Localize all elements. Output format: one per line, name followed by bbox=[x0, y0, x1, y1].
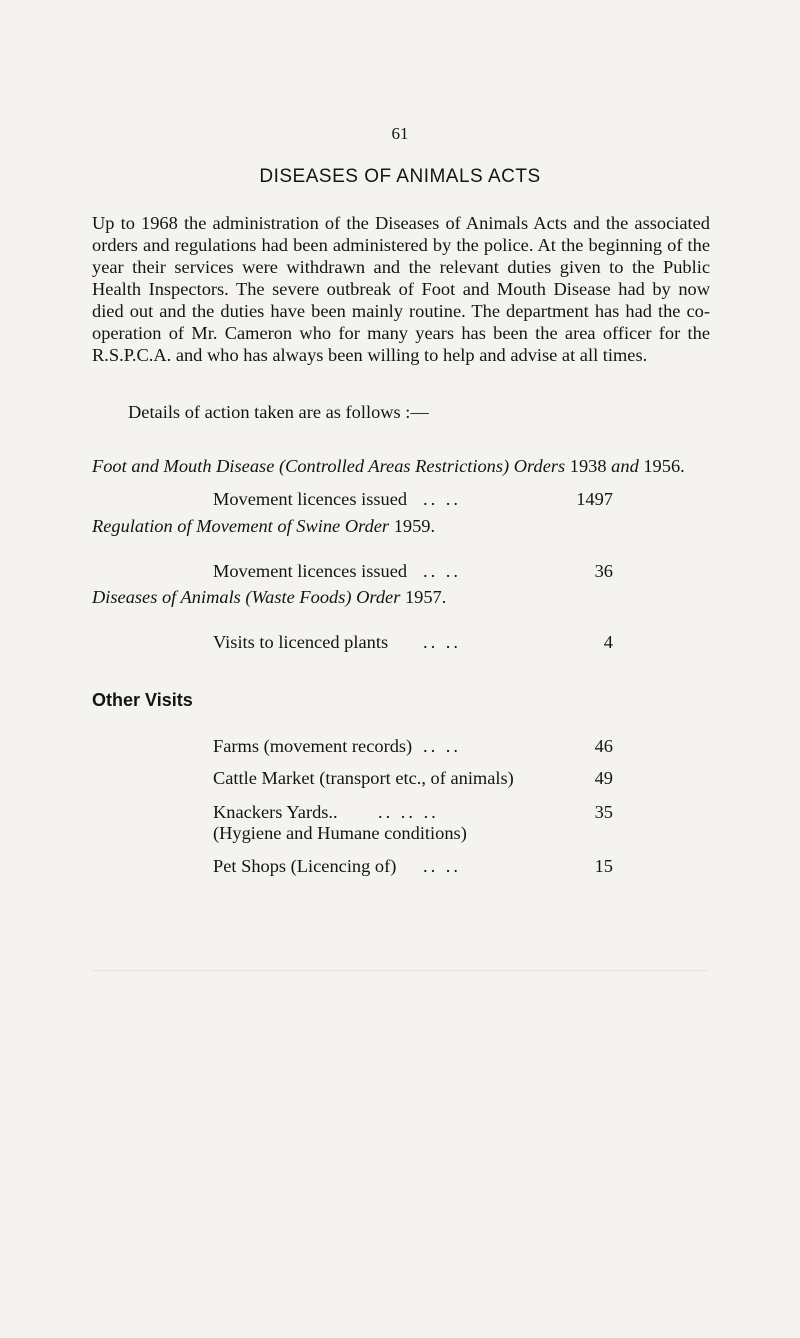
order-heading-title: Foot and Mouth Disease (Controlled Areas Restrictions) Orders bbox=[92, 456, 566, 476]
row-leader-dots: .. .. bbox=[423, 856, 461, 876]
order-heading-title: Regulation of Movement of Swine Order bbox=[92, 516, 390, 536]
page-number: 61 bbox=[391, 124, 409, 143]
row-label: Farms (movement records) bbox=[213, 736, 413, 756]
order-heading-year: 1959. bbox=[389, 516, 436, 536]
visit-row-cattle-market bbox=[213, 768, 613, 789]
page-fold-line bbox=[92, 970, 708, 971]
row-value: 35 bbox=[594, 802, 613, 822]
other-visits-heading: Other Visits bbox=[92, 690, 193, 710]
row-label: Visits to licenced plants bbox=[213, 632, 389, 652]
order-heading-title: Diseases of Animals (Waste Foods) Order bbox=[92, 587, 401, 607]
order-heading-year: 1957. bbox=[400, 587, 447, 607]
row-value: 4 bbox=[603, 632, 613, 652]
order-heading-swine bbox=[92, 516, 435, 537]
row-label: Cattle Market (transport etc., of animals) bbox=[213, 768, 514, 788]
row-value: 46 bbox=[594, 736, 613, 756]
row-leader-dots: .. .. bbox=[423, 489, 461, 509]
row-label: Movement licences issued bbox=[213, 561, 408, 581]
row-leader-dots: .. .. .. bbox=[378, 802, 439, 822]
page-title: DISEASES OF ANIMALS ACTS bbox=[259, 166, 541, 187]
row-leader-dots: .. .. bbox=[423, 736, 461, 756]
order-row-movement-licences bbox=[213, 489, 613, 510]
order-row-licenced-plants bbox=[213, 632, 613, 653]
order-heading-year: 1938 bbox=[565, 456, 612, 476]
visit-row-knackers-yards bbox=[213, 802, 613, 823]
row-leader-dots: .. .. bbox=[423, 632, 461, 652]
details-lead: Details of action taken are as follows :— bbox=[128, 402, 429, 422]
order-heading-year-2: 1956. bbox=[638, 456, 685, 476]
row-label: Knackers Yards.. bbox=[213, 802, 338, 822]
row-label: Movement licences issued bbox=[213, 489, 408, 509]
intro-paragraph: Up to 1968 the administration of the Diseases of Animals Acts and the associated orders and regulations had been administered by the police. At the beginning of the year their services were withdrawn and the relevant duties given to the Public Health Inspectors. The severe outbreak of Foot and Mouth Disease had by now died out and the duties have been mainly routine. The department has had the co-operation of Mr. Cameron who for many years has been the area officer for the R.S.P.C.A. and who has always been willing to help and advise at all times. bbox=[92, 213, 710, 365]
row-value: 15 bbox=[594, 856, 613, 876]
row-value: 49 bbox=[594, 768, 613, 788]
order-heading-conjunction: and bbox=[611, 456, 639, 476]
order-heading-waste-foods bbox=[92, 587, 446, 608]
order-heading-foot-and-mouth bbox=[92, 456, 685, 477]
visit-row-knackers-subtitle: (Hygiene and Humane conditions) bbox=[213, 823, 467, 843]
row-value: 36 bbox=[594, 561, 613, 581]
order-row-movement-licences-swine bbox=[213, 561, 613, 582]
row-leader-dots: .. .. bbox=[423, 561, 461, 581]
row-value: 1497 bbox=[576, 489, 613, 509]
row-label: Pet Shops (Licencing of) bbox=[213, 856, 397, 876]
visit-row-farms bbox=[213, 736, 613, 757]
visit-row-pet-shops bbox=[213, 856, 613, 877]
